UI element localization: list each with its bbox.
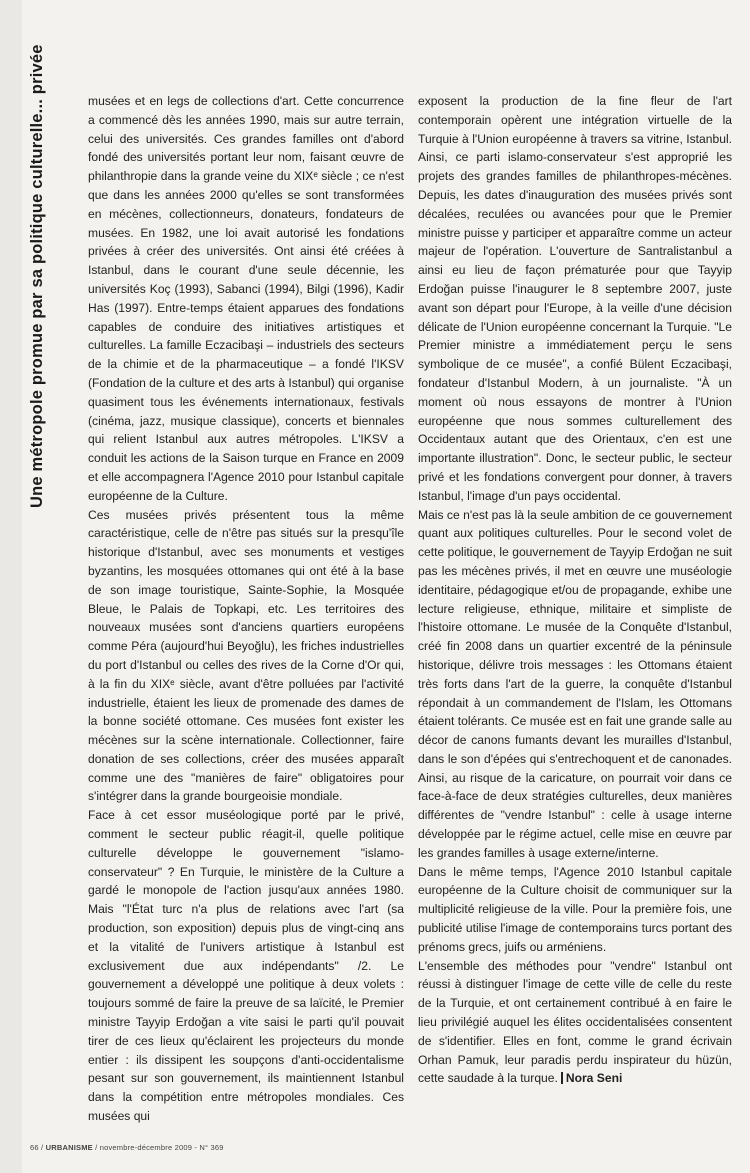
magazine-name: URBANISME bbox=[45, 1143, 93, 1152]
footer-separator: / bbox=[41, 1143, 46, 1152]
paragraph: Mais ce n'est pas là la seule ambition de ce gouvernement quant aux politiques culturelles. Pour le second volet de cette politique, le gouvernement de Tayyip Erdoğan ne suit pas les mécènes privés, il met en œuvre une muséologie identitaire, pédagogique et/ou de propagande, exhibe une lecture religieuse, ethnique, militaire et simpliste de l'histoire ottomane. Le musée de la Conquête d'Istanbul, créé fin 2008 dans un quartier excentré de la péninsule historique, délivre trois messages : les Ottomans étaient très forts dans l'art de la guerre, la conquête d'Istanbul répondait à un commandement de l'Islam, les Ottomans étaient tolérants. Ce musée est en fait une grande salle au décor de canons fumants devant les murailles d'Istanbul, dans le son d'épées qui s'entrechoquent et de canonades. Ainsi, au risque de la caricature, on pourrait voir dans ce face-à-face de deux stratégies culturelles, deux manières différentes de "vendre Istanbul" : celle à usage interne développée par le régime actuel, celle mise en œuvre par les grandes familles à usage externe/interne. bbox=[418, 507, 732, 860]
footer-separator: / bbox=[95, 1143, 100, 1152]
paragraph-last bbox=[418, 957, 732, 1089]
paragraph: musées et en legs de collections d'art. Cette concurrence a commencé dès les années 1990, mais sur autre terrain, celui des universités. Ces grandes familles ont d'abord fondé des universités portant leur nom, faisant œuvre de philanthropie dans la grande veine du XIXᵉ siècle ; ce n'est que dans les années 2000 qu'elles se sont transformées en mécènes, collectionneurs, donateurs, fondateurs de musées. En 1982, une loi avait autorisé les fondations privées à créer des universités. Ont ainsi été créées à Istanbul, dans le courant d'une seule décennie, les universités Koç (1993), Sabanci (1994), Bilgi (1996), Kadir Has (1997). Entre-temps étaient apparues des fondations capables de conduire des initiatives artistiques et culturelles. La famille Eczacibaşi – industriels des secteurs de la chimie et de la pharmaceutique – a fondé l'IKSV (Fondation de la culture et des arts à Istanbul) qui organise quasiment tous les événements internationaux, festivals (cinéma, jazz, musique classique), concerts et biennales qui relient Istanbul aux autres métropoles. L'IKSV a conduit les actions de la Saison turque en France en 2009 et elle accompagnera l'Agence 2010 pour Istanbul capitale européenne de la Culture. bbox=[88, 94, 404, 503]
issue-info: novembre-décembre 2009 - N° 369 bbox=[99, 1143, 224, 1152]
paragraph: Face à cet essor muséologique porté par le privé, comment le secteur public réagit-il, quelle politique culturelle développe le gouvernement "islamo-conservateur" ? En Turquie, le ministère de la Culture a gardé le monopole de l'action jusqu'aux années 1980. Mais "l'État turc n'a plus de relations avec l'art (sa production, son exposition) depuis plus de vingt-cinq ans et la vitalité de l'univers artistique à Istanbul est exclusivement due aux indépendants" /2. Le gouvernement a développé une politique à deux volets : toujours sommé de faire la preuve de sa laïcité, le Premier ministre Tayyip Erdoğan a vite saisi le parti qu'il pouvait tirer de ces lieux qu'éclairent les projecteurs du monde entier : ils dissipent les soupçons d'anti-occidentalisme pesant sur son gouvernement, ils maintiennent Istanbul dans la compétition entre métropoles mondiales. Ces musées qui bbox=[88, 808, 404, 1124]
signature-divider bbox=[561, 1072, 563, 1084]
page-number: 66 bbox=[30, 1143, 39, 1152]
section-title: Une métropole promue par sa politique culturelle... privée bbox=[28, 44, 46, 508]
author-signature: Nora Seni bbox=[565, 1071, 623, 1086]
paragraph-text: L'ensemble des méthodes pour "vendre" Istanbul ont réussi à distinguer l'image de cette ville de celle du reste de la Turquie, et ont certainement contribué à en faire le lieu privilégié auquel les élites occidentalisées consentent de s'identifier. Elles en font, comme le grand écrivain Orhan Pamuk, leur paradis perdu inspirateur du hüzün, cette saudade à la turque. bbox=[418, 958, 732, 1086]
page-footer bbox=[30, 1143, 224, 1152]
paragraph: exposent la production de la fine fleur de l'art contemporain opèrent une intégration virtuelle de la Turquie à l'Union européenne à travers sa vitrine, Istanbul. Ainsi, ce parti islamo-conservateur s'est approprié les projets des grandes familles de philanthropes-mécènes. Depuis, les dates d'inauguration des musées privés sont décalées, reculées ou avancées pour que le Premier ministre puisse y participer et apparaître comme un acteur majeur de l'opération. L'ouverture de Santralistanbul a ainsi eu lieu de façon prématurée pour que Tayyip Erdoğan puisse l'inaugurer le 8 septembre 2007, juste avant son départ pour l'Europe, à la veille d'une décision délicate de l'Union européenne concernant la Turquie. "Le Premier ministre a immédiatement perçu le sens symbolique de ce musée", a confié Bülent Eczacibaşi, fondateur d'Istanbul Modern, à un journaliste. "À un moment où nous essayons de montrer à l'Union européenne que nous sommes culturellement des Occidentaux autant que des Orientaux, c'en est une importante illustration". Donc, le secteur public, le secteur privé et les fondations convergent pour donner, à travers Istanbul, l'image d'un pays occidental. bbox=[418, 94, 732, 503]
section-spine bbox=[22, 40, 62, 1090]
paragraph: Dans le même temps, l'Agence 2010 Istanbul capitale européenne de la Culture choisit de communiquer sur la multiplicité religieuse de la ville. Pour la première fois, une publicité utilise l'image de contemporains turcs portant des prénoms grecs, juifs ou arméniens. bbox=[418, 864, 732, 954]
paragraph: Ces musées privés présentent tous la même caractéristique, celle de n'être pas situés sur la presqu'île historique d'Istanbul, avec ses monuments et vestiges byzantins, les mosquées ottomanes qui ont été à la base de son image touristique, Sainte-Sophie, la Mosquée Bleue, le Palais de Topkapi, etc. Les territoires des nouveaux musées sont d'anciens quartiers européens comme Péra (aujourd'hui Beyoğlu), les friches industrielles du port d'Istanbul ou celles des rives de la Corne d'Or qui, à la fin du XIXᵉ siècle, avant d'être polluées par l'activité industrielle, étaient les lieux de promenade des dames de la bonne société ottomane. Ces musées font exister les mécènes sur la scène internationale. Collectionner, faire donation de ses collections, créer des musées apparaît comme une des "manières de faire" obligatoires pour s'intégrer dans la grande bourgeoisie mondiale. bbox=[88, 507, 404, 804]
article-column-right bbox=[418, 92, 732, 1088]
article-column-left bbox=[88, 92, 404, 1126]
